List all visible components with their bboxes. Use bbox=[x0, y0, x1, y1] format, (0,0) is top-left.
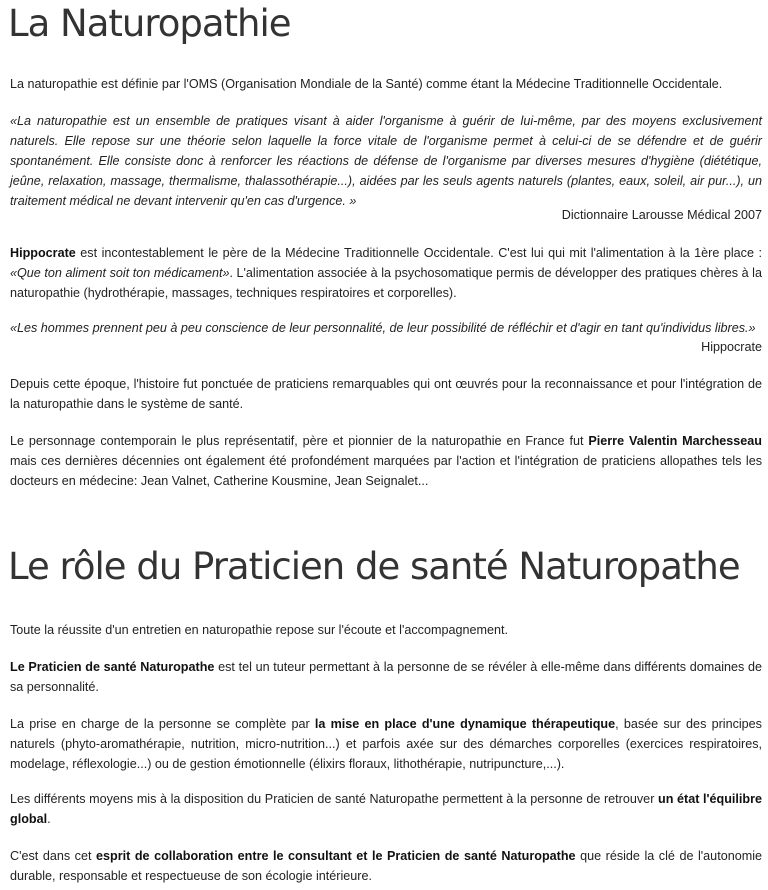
role-paragraph-5 bbox=[10, 846, 762, 886]
role-p4-text-2: . bbox=[47, 812, 51, 826]
history-paragraph: Depuis cette époque, l'histoire fut ponctuée de praticiens remarquables qui ont œuvrés pour la reconnaissance et pour l'intégration de la naturopathie dans le système de santé. bbox=[10, 377, 762, 411]
role-p5-text-2: que réside la clé de l'autonomie durable, responsable et respectueuse de son écologie intérieure. bbox=[10, 849, 762, 883]
role-p2-text: est tel un tuteur permettant à la personne de se révéler à elle-même dans différents domaines de sa personnalité. bbox=[10, 660, 762, 694]
contemporary-text-2: mais ces dernières décennies ont également été profondément marquées par l'action et l'intégration de praticiens allopathes tels les docteurs en médecine: Jean Valnet, Catherine Kousmine, Jean Seignalet... bbox=[10, 454, 762, 488]
role-p2-bold: Le Praticien de santé Naturopathe bbox=[10, 660, 215, 674]
larousse-quote: «La naturopathie est un ensemble de pratiques visant à aider l'organisme à guérir de lui-même, par des moyens exclusivement naturels. Elle repose sur une théorie selon laquelle la force vitale de l'organisme permet à celui-ci de se défendre et de guérir spontanément. Elle consiste donc à renforcer les réactions de défense de l'organisme par diverses mesures d'hygiène (diététique, jeûne, relaxation, massage, thermalisme, thalassothérapie...), aidées par les seuls agents naturels (plantes, eaux, soleil, air pur...), un traitement médical ne devant intervenir qu'en cas d'urgence. » bbox=[10, 114, 762, 208]
larousse-source: Dictionnaire Larousse Médical 2007 bbox=[561, 208, 762, 222]
role-p3-text-2: , basée sur des principes naturels (phyto-aromathérapie, nutrition, micro-nutrition...) et parfois axée sur des démarches corporelles (exercices respiratoires, modelage, réflexologie...) ou de gestion émotionnelle (élixirs floraux, lithothérapie, nutripuncture,...). bbox=[10, 717, 762, 771]
hippocrate-quote: «Les hommes prennent peu à peu conscience de leur personnalité, de leur possibilité de réfléchir et d'agir en tant qu'individus libres.» bbox=[10, 321, 756, 335]
contemporary-paragraph bbox=[10, 431, 762, 491]
contemporary-text-1: Le personnage contemporain le plus représentatif, père et pionnier de la naturopathie en France fut bbox=[10, 434, 589, 448]
role-p3-bold: la mise en place d'une dynamique thérapeutique bbox=[314, 717, 616, 731]
role-p5-text-1: C'est dans cet bbox=[10, 849, 97, 863]
hippocrate-name: Hippocrate bbox=[10, 246, 76, 260]
role-p5-bold: esprit de collaboration entre le consultant et le Praticien de santé Naturopathe bbox=[96, 849, 576, 863]
role-paragraph-2 bbox=[10, 657, 762, 697]
marchesseau-name: Pierre Valentin Marchesseau bbox=[588, 434, 762, 448]
hippocrate-paragraph bbox=[10, 243, 762, 303]
hippocrate-text-2: . L'alimentation associée à la psychosomatique permis de développer des pratiques chères à la naturopathie (hydrothérapie, massages, techniques respiratoires et corporelles). bbox=[10, 266, 762, 300]
role-paragraph-3 bbox=[10, 714, 762, 774]
intro-paragraph: La naturopathie est définie par l'OMS (Organisation Mondiale de la Santé) comme étant la Médecine Traditionnelle Occidentale. bbox=[10, 77, 723, 91]
role-paragraph-4 bbox=[10, 789, 762, 829]
role-paragraph-1: Toute la réussite d'un entretien en naturopathie repose sur l'écoute et l'accompagnement. bbox=[10, 623, 508, 637]
role-p4-text-1: Les différents moyens mis à la disposition du Praticien de santé Naturopathe permettent à la personne de retrouver bbox=[10, 792, 658, 806]
role-p3-text-1: La prise en charge de la personne se complète par bbox=[10, 717, 315, 731]
section-title-role: Le rôle du Praticien de santé Naturopathe bbox=[8, 545, 740, 588]
hippocrate-maxim: «Que ton aliment soit ton médicament» bbox=[10, 266, 230, 280]
hippocrate-text-1: est incontestablement le père de la Médecine Traditionnelle Occidentale. C'est lui qui mit l'alimentation à la 1ère place : bbox=[75, 246, 762, 260]
section-title-naturopathie: La Naturopathie bbox=[8, 2, 291, 45]
role-p4-bold: un état l'équilibre global bbox=[10, 792, 762, 826]
hippocrate-source: Hippocrate bbox=[701, 340, 762, 354]
